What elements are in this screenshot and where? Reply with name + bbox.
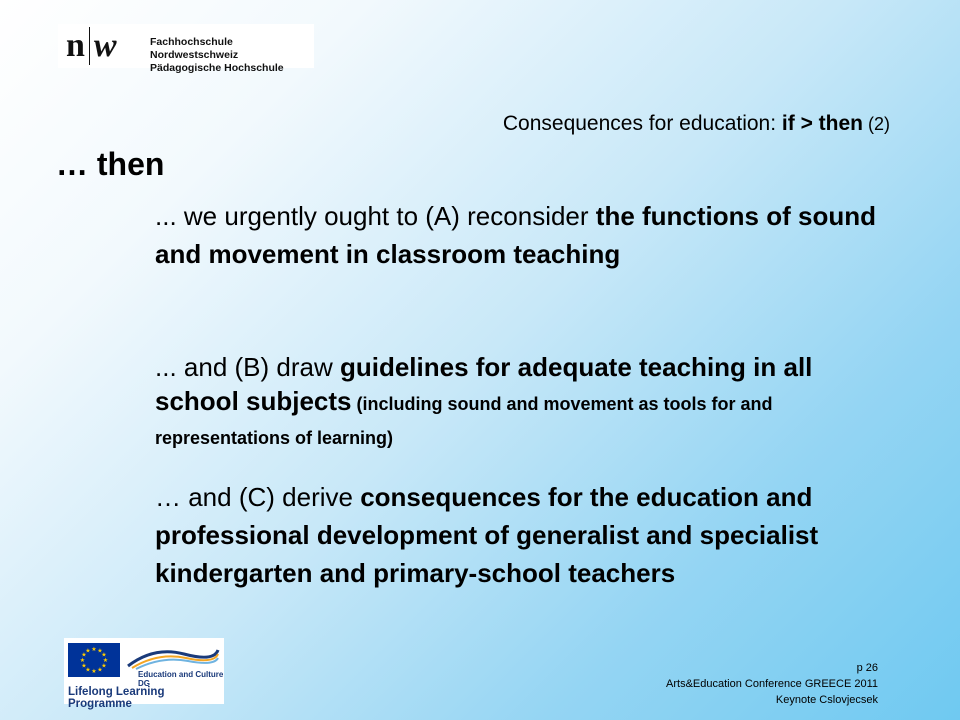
logo-divider — [89, 27, 90, 65]
logo-text — [150, 36, 314, 75]
point-a-plain: ... we urgently ought to (A) reconsider — [155, 201, 596, 231]
point-c — [155, 478, 895, 592]
footer-keynote: Keynote Cslovjecsek — [775, 694, 878, 706]
footer-conference: Arts&Education Conference GREECE 2011 — [666, 678, 878, 690]
point-a-bold: the functions of sound and movement in classroom teaching — [155, 201, 876, 269]
svg-text:★: ★ — [101, 651, 107, 659]
eu-lifelong-learning-logo — [64, 638, 224, 710]
svg-text:★: ★ — [81, 651, 87, 659]
point-b-bold: guidelines for adequate teaching in all school subjects — [155, 352, 813, 416]
subtitle-number: (2) — [863, 114, 890, 134]
swoosh-icon — [124, 644, 220, 670]
point-b-plain: ... and (B) draw — [155, 352, 340, 382]
point-b — [155, 350, 895, 452]
svg-text:★: ★ — [101, 662, 107, 670]
eu-programme-label: Lifelong Learning Programme — [68, 686, 165, 710]
svg-text:★: ★ — [85, 647, 91, 655]
logo-mark-w: w — [93, 27, 117, 64]
svg-text:★: ★ — [97, 647, 103, 655]
svg-text:★: ★ — [102, 657, 109, 664]
fhnw-logo — [58, 24, 314, 74]
eu-flag-icon — [68, 643, 120, 677]
svg-text:★: ★ — [91, 668, 97, 675]
fhnw-logo-mark — [66, 26, 117, 66]
point-c-plain: … and (C) derive — [155, 482, 361, 512]
slide-title: … then — [56, 146, 165, 182]
eu-dg-label: Education and Culture DG — [138, 670, 224, 688]
svg-text:★: ★ — [85, 666, 91, 674]
page-number: p 26 — [856, 662, 878, 674]
slide-subtitle — [503, 112, 890, 136]
subtitle-plain: Consequences for education: — [502, 112, 782, 135]
logo-mark-n: n — [66, 27, 85, 64]
svg-text:★: ★ — [91, 646, 97, 653]
point-b-small: (including sound and movement as tools for and representations of learning) — [155, 394, 773, 448]
svg-text:★: ★ — [79, 657, 86, 664]
svg-text:★: ★ — [97, 666, 103, 674]
logo-line-1: Fachhochschule Nordwestschweiz — [150, 36, 239, 61]
logo-line-2: Pädagogische Hochschule — [150, 62, 284, 74]
point-a — [155, 197, 895, 273]
subtitle-bold: if > then — [781, 112, 863, 135]
svg-text:★: ★ — [81, 662, 87, 670]
point-c-bold: consequences for the education and professional development of generalist and specialist kindergarten and primary-school teachers — [155, 482, 819, 588]
